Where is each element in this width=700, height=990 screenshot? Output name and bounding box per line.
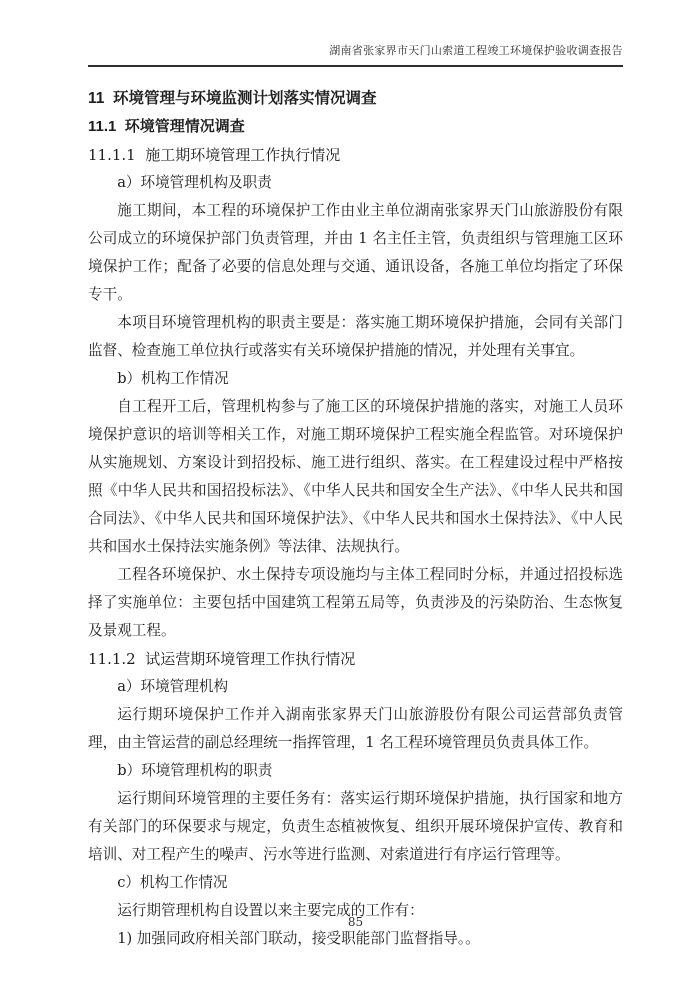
- paragraph: 运行期环境保护工作并入湖南张家界天门山旅游股份有限公司运营部负责管理，由主管运营的副总经理统一指挥管理，1 名工程环境管理员负责具体工作。: [88, 706, 623, 751]
- paragraph: 本项目环境管理机构的职责主要是：落实施工期环境保护措施，会同有关部门监督、检查施工单位执行或落实有关环境保护措施的情况，并处理有关事宜。: [88, 314, 623, 359]
- list-item-c: c）机构工作情况: [117, 874, 228, 891]
- section-heading-11: 11 环境管理与环境监测计划落实情况调查: [88, 90, 377, 107]
- paragraph: 工程各环境保护、水土保持专项设施均与主体工程同时分标，并通过招投标选择了实施单位：主要包括中国建筑工程第五局等，负责涉及的污染防治、生态恢复及景观工程。: [88, 566, 623, 639]
- list-item-b: b）环境管理机构的职责: [117, 762, 273, 779]
- document-body: [88, 85, 623, 953]
- paragraph: 自工程开工后，管理机构参与了施工区的环境保护措施的落实，对施工人员环境保护意识的培训等相关工作，对施工期环境保护工程实施全程监管。对环境保护从实施规划、方案设计到招投标、施工进行组织、落实。在工程建设过程中严格按照《中华人民共和国招投标法》、《中华人民共和国安全生产法》、《中华人民共和国合同法》、《中华人民共和国环境保护法》、《中华人民共和国水土保持法》、《中人民共和国水土保持法实施条例》等法律、法规执行。: [88, 398, 623, 555]
- paragraph: 运行期间环境管理的主要任务有：落实运行期环境保护措施，执行国家和地方有关部门的环保要求与规定，负责生态植被恢复、组织开展环境保护宣传、教育和培训、对工程产生的噪声、污水等进行监测、对索道进行有序运行管理等。: [88, 790, 623, 863]
- paragraph: 运行期管理机构自设置以来主要完成的工作有：: [117, 902, 424, 919]
- subsection-heading-11-1-1: 11.1.1 施工期环境管理工作执行情况: [88, 146, 341, 164]
- numbered-item-1: 1) 加强同政府相关部门联动，接受职能部门监督指导。。: [117, 930, 480, 947]
- subsection-heading-11-1-2: 11.1.2 试运营期环境管理工作执行情况: [88, 650, 356, 668]
- list-item-a: a）环境管理机构: [117, 678, 229, 695]
- page-number: 85: [347, 915, 364, 929]
- list-item-a: a）环境管理机构及职责: [117, 174, 272, 191]
- subsection-heading-11-1: 11.1 环境管理情况调查: [88, 118, 245, 135]
- list-item-b: b）机构工作情况: [117, 370, 229, 387]
- paragraph: 施工期间，本工程的环境保护工作由业主单位湖南张家界天门山旅游股份有限公司成立的环境保护部门负责管理，并由 1 名主任主管，负责组织与管理施工区环境保护工作；配备了必要的信息处理与交通、通讯设备，各施工单位均指定了环保专干。: [88, 202, 623, 303]
- running-header: 湖南省张家界市天门山索道工程竣工环境保护验收调查报告: [88, 42, 623, 67]
